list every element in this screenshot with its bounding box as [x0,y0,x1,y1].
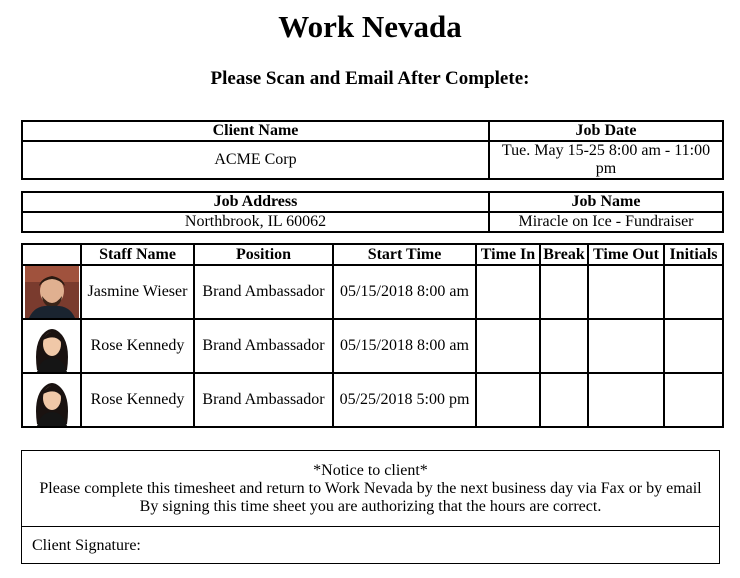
table-row [22,319,723,373]
job-name-header: Job Name [489,192,723,212]
client-name-header: Client Name [22,121,489,141]
staff-start-time: 05/25/2018 5:00 pm [333,373,476,427]
man-photo-icon [25,266,79,318]
job-date-header: Job Date [489,121,723,141]
page-subtitle: Please Scan and Email After Complete: [210,68,530,89]
position-column-header: Position [194,244,333,265]
time-out-cell[interactable] [588,319,664,373]
staff-name: Rose Kennedy [81,319,194,373]
staff-photo-cell [22,373,81,427]
job-name-value: Miracle on Ice - Fundraiser [489,212,723,232]
staff-position: Brand Ambassador [194,373,333,427]
initials-cell[interactable] [664,373,723,427]
woman-photo-icon [25,320,79,372]
time-in-cell[interactable] [476,373,540,427]
table-row [22,373,723,427]
staff-table [21,243,724,428]
time-out-cell[interactable] [588,373,664,427]
job-address-table [21,191,724,233]
photo-column-header [22,244,81,265]
initials-cell[interactable] [664,319,723,373]
time-in-cell[interactable] [476,265,540,319]
break-cell[interactable] [540,265,588,319]
notice-line-1: Please complete this timesheet and return to Work Nevada by the next business day via Fax or by email [39,480,702,497]
job-address-header: Job Address [22,192,489,212]
staff-name: Rose Kennedy [81,373,194,427]
break-column-header: Break [540,244,588,265]
client-name-value: ACME Corp [22,141,489,179]
staff-name-column-header: Staff Name [81,244,194,265]
notice-line-2: By signing this time sheet you are authorizing that the hours are correct. [139,498,602,515]
notice-text [22,462,719,516]
staff-name: Jasmine Wieser [81,265,194,319]
staff-photo-cell [22,265,81,319]
client-signature-label: Client Signature: [32,537,141,554]
time-out-column-header: Time Out [588,244,664,265]
client-table [21,120,724,180]
job-address-value: Northbrook, IL 60062 [22,212,489,232]
job-date-value: Tue. May 15-25 8:00 am - 11:00 pm [489,141,723,179]
time-out-cell[interactable] [588,265,664,319]
time-in-column-header: Time In [476,244,540,265]
notice-box [21,450,720,564]
divider [22,526,719,527]
staff-position: Brand Ambassador [194,319,333,373]
staff-photo-cell [22,319,81,373]
start-time-column-header: Start Time [333,244,476,265]
staff-position: Brand Ambassador [194,265,333,319]
page-title: Work Nevada [278,9,462,44]
woman-photo-icon [25,374,79,426]
table-row [22,265,723,319]
initials-column-header: Initials [664,244,723,265]
break-cell[interactable] [540,373,588,427]
staff-start-time: 05/15/2018 8:00 am [333,265,476,319]
initials-cell[interactable] [664,265,723,319]
break-cell[interactable] [540,319,588,373]
time-in-cell[interactable] [476,319,540,373]
staff-start-time: 05/15/2018 8:00 am [333,319,476,373]
staff-header-row [22,244,723,265]
notice-heading: *Notice to client* [313,462,428,479]
